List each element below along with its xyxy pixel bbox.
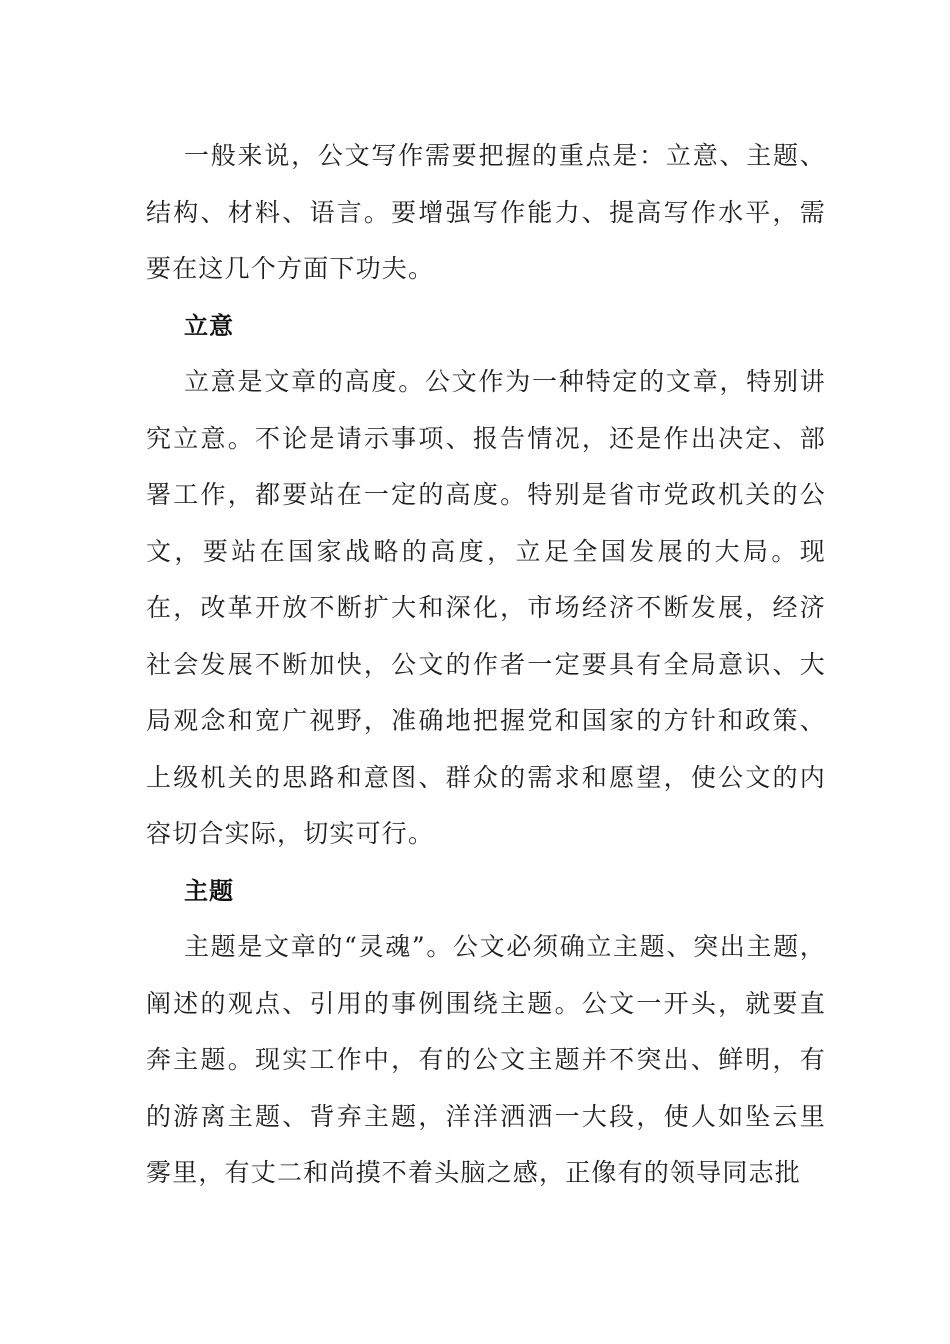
document-body (146, 128, 826, 1202)
intro-paragraph: 一般来说，公文写作需要把握的重点是：立意、主题、结构、材料、语言。要增强写作能力、提高写作水平，需要在这几个方面下功夫。 (146, 141, 826, 283)
section-heading-zhuti: 主题 (184, 876, 234, 905)
section-body-zhuti: 主题是文章的“灵魂”。公文必须确立主题、突出主题，阐述的观点、引用的事例围绕主题。公文一开头，就要直奔主题。现实工作中，有的公文主题并不突出、鲜明，有的游离主题、背弃主题，洋洋洒洒一大段，使人如坠云里雾里，有丈二和尚摸不着头脑之感，正像有的领导同志批 (146, 932, 826, 1187)
section-heading-liyi: 立意 (184, 311, 234, 340)
section-body-liyi: 立意是文章的高度。公文作为一种特定的文章，特别讲究立意。不论是请示事项、报告情况，还是作出决定、部署工作，都要站在一定的高度。特别是省市党政机关的公文，要站在国家战略的高度，立足全国发展的大局。现在，改革开放不断扩大和深化，市场经济不断发展，经济社会发展不断加快，公文的作者一定要具有全局意识、大局观念和宽广视野，准确地把握党和国家的方针和政策、上级机关的思路和意图、群众的需求和愿望，使公文的内容切合实际，切实可行。 (146, 367, 826, 848)
